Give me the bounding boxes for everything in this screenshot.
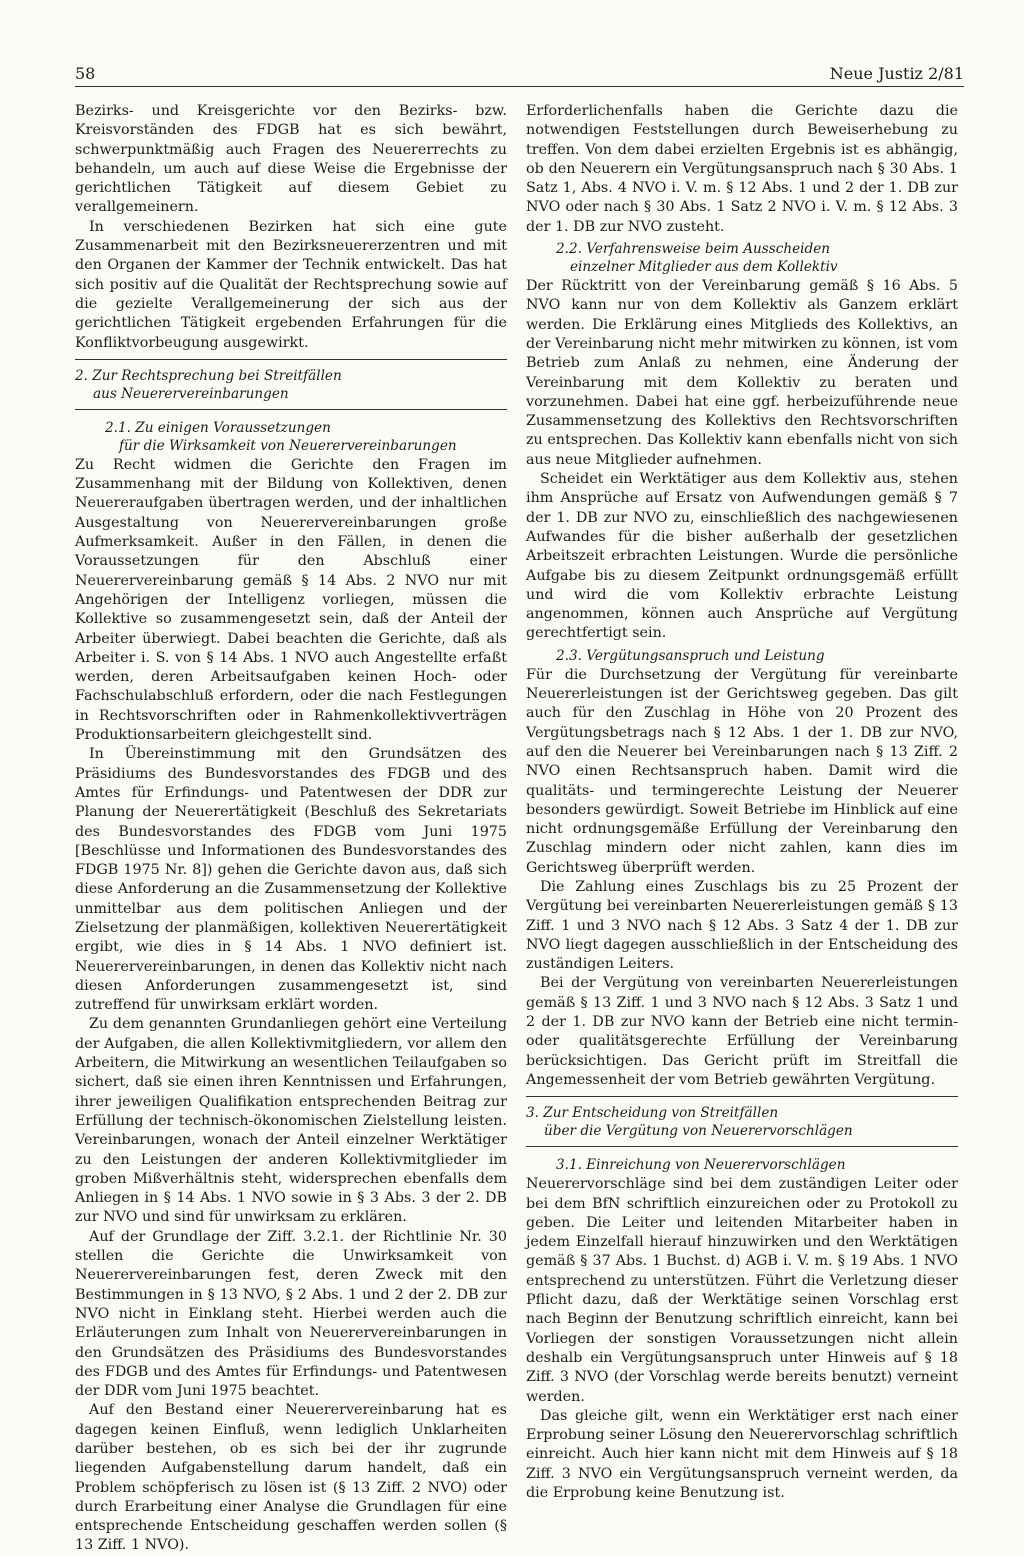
section-heading-line: 3. Zur Entscheidung von Streitfällen <box>526 1105 779 1122</box>
paragraph: Auf der Grundlage der Ziff. 3.2.1. der Richtlinie Nr. 30 stellen die Gerichte die Unwirksamkeit von Neuerervereinbarungen fest, deren Zweck mit den Bestimmungen in § 13 NVO, § 2 Abs. 1 und 2 der 2. DB zur NVO nicht in Einklang steht. Hierbei werden auch die Erläuterungen zum Inhalt von Neuerervereinbarungen in den Grundsätzen des Präsidiums des Bundesvorstandes des FDGB und des Amtes für Erfindungs- und Patentwesen der DDR vom Juni 1975 beachtet. <box>75 1228 507 1400</box>
section-heading-line: aus Neuerervereinbarungen <box>93 385 289 402</box>
header-rule <box>75 86 964 87</box>
section-heading-line: 2. Zur Rechtsprechung bei Streitfällen <box>75 367 342 384</box>
paragraph: Die Zahlung eines Zuschlags bis zu 25 Prozent der Vergütung bei vereinbarten Neuererleistungen gemäß § 13 Ziff. 1 und 3 NVO nach § 12 Abs. 3 Satz 4 der 1. DB zur NVO liegt dagegen ausschließlich in der Entscheidung des zuständigen Leiters. <box>526 878 958 973</box>
paragraph: Erforderlichenfalls haben die Gerichte dazu die notwendigen Feststellungen durch Beweiserhebung zu treffen. Von dem dabei erzielten Ergebnis ist es abhängig, ob den Neuerern ein Vergütungsanspruch nach § 30 Abs. 1 Satz 1, Abs. 4 NVO i. V. m. § 12 Abs. 1 und 2 der 1. DB zur NVO oder nach § 30 Abs. 1 Satz 2 NVO i. V. m. § 12 Abs. 3 der 1. DB zur NVO zusteht. <box>526 103 958 235</box>
paragraph: Für die Durchsetzung der Vergütung für vereinbarte Neuererleistungen ist der Gerichtsweg gegeben. Das gilt auch für den Zuschlag in Höhe von 20 Prozent des Vergütungsbetrags nach § 12 Abs. 1 der 1. DB zur NVO, auf den die Neuerer bei Vereinbarungen nach § 13 Ziff. 2 NVO einen Rechtsanspruch haben. Damit wird die qualitäts- und termingerechte Leistung der Neuerer besonders gewürdigt. Soweit Betriebe im Hinblick auf eine nicht ordnungsgemäße Erfüllung der Vereinbarung den Zuschlag mindern oder nicht zahlen, kann dies im Gerichtsweg überprüft werden. <box>526 666 958 876</box>
page-number: 58 <box>75 64 96 83</box>
page-header <box>75 60 964 84</box>
paragraph: Bezirks- und Kreisgerichte vor den Bezirks- bzw. Kreisvorständen des FDGB hat es sich bewährt, schwerpunktmäßig auch Fragen des Neuererrechts zu behandeln, um auch auf diese Weise die Ergebnisse der gerichtlichen Tätigkeit auf diesem Gebiet zu verallgemeinern. <box>75 103 507 216</box>
subsection-heading-line: für die Wirksamkeit von Neuerervereinbarungen <box>119 437 457 454</box>
paragraph: In verschiedenen Bezirken hat sich eine gute Zusammenarbeit mit den Bezirksneuererzentren und mit den Organen der Kammer der Technik entwickelt. Das hat sich positiv auf die Qualität der Rechtsprechung sowie auf die gezielte Verallgemeinerung der sich aus der gerichtlichen Tätigkeit ergebenden Erfahrungen für die Konfliktvorbeugung ausgewirkt. <box>75 218 507 351</box>
right-column <box>526 102 958 1503</box>
paragraph: In Übereinstimmung mit den Grundsätzen des Präsidiums des Bundesvorstandes des FDGB und des Amtes für Erfindungs- und Patentwesen der DDR zur Planung der Neuerertätigkeit (Beschluß des Sekretariats des Bundesvorstandes des FDGB vom Juni 1975 [Beschlüsse und Informationen des Bundesvorstandes des FDGB 1975 Nr. 8]) gehen die Gerichte davon aus, daß sich diese Anforderung an die Zusammensetzung der Kollektive unmittelbar aus dem politischen Anliegen und der Zielsetzung der planmäßigen, kollektiven Neuerertätigkeit ergibt, wie dies in § 14 Abs. 1 NVO definiert ist. Neuerervereinbarungen, in denen das Kollektiv nicht nach diesen Anforderungen zusammengesetzt ist, sind zutreffend für unwirksam erklärt worden. <box>75 746 507 1014</box>
paragraph: Neuerervorschläge sind bei dem zuständigen Leiter oder bei dem BfN schriftlich einzureichen oder zu Protokoll zu geben. Die Leiter und leitenden Mitarbeiter haben in jedem Einzelfall hierauf hinzuwirken und den Werktätigen gemäß § 37 Abs. 1 Buchst. d) AGB i. V. m. § 19 Abs. 1 NVO entsprechend zu unterstützen. Führt die Verletzung dieser Pflicht dazu, daß der Werktätige seinen Vorschlag erst nach Beginn der Benutzung schriftlich einreicht, kann bei Vorliegen der sonstigen Voraussetzungen nicht allein deshalb ein Vergütungsanspruch unter Hinweis auf § 18 Ziff. 3 NVO (der Vorschlag werde bereits benutzt) verneint werden. <box>526 1176 958 1405</box>
paragraph: Zu dem genannten Grundanliegen gehört eine Verteilung der Aufgaben, die allen Kollektivmitgliedern, vor allem den Arbeitern, die Mitwirkung an wesentlichen Teilaufgaben so sichert, daß sie einen ihren Kenntnissen und Erfahrungen, ihrer jeweiligen Qualifikation entsprechenden Beitrag zur Erfüllung der technisch-ökonomischen Zielstellung leisten. Vereinbarungen, wonach der Anteil einzelner Werktätiger zu den Leistungen der anderen Kollektivmitglieder im groben Mißverhältnis steht, widersprechen ebenfalls dem Anliegen in § 14 Abs. 1 NVO sowie in § 3 Abs. 3 der 2. DB zur NVO und sind für unwirksam zu erklären. <box>75 1016 507 1226</box>
section-heading-3 <box>526 1096 958 1147</box>
subsection-heading-line: einzelner Mitglieder aus dem Kollektiv <box>570 259 838 276</box>
subsection-heading-3-1 <box>526 1156 958 1174</box>
paragraph: Auf den Bestand einer Neuerervereinbarung hat es dagegen keinen Einfluß, wenn lediglich Unklarheiten darüber bestehen, ob es sich bei der ihr zugrunde liegenden Aufgabenstellung darum handelt, daß ein Problem schöpferisch zu lösen ist (§ 13 Ziff. 2 NVO) oder durch Erarbeitung einer Analyse die Grundlagen für eine entsprechende Entscheidung geschaffen werden sollen (§ 13 Ziff. 1 NVO). <box>75 1402 507 1554</box>
subsection-heading-2-1 <box>75 419 507 455</box>
section-heading-2 <box>75 359 507 410</box>
subsection-heading-2-3 <box>526 647 958 665</box>
subsection-heading-line: 2.2. Verfahrensweise beim Ausscheiden <box>556 241 830 258</box>
subsection-heading-line: 2.3. Vergütungsanspruch und Leistung <box>556 647 825 664</box>
paragraph: Das gleiche gilt, wenn ein Werktätiger erst nach einer Erprobung seiner Lösung den Neuerervorschlag schriftlich einreicht. Auch hier kann nicht mit dem Hinweis auf § 18 Ziff. 3 NVO ein Vergütungsanspruch verneint werden, da die Erprobung keine Benutzung ist. <box>526 1407 958 1501</box>
journal-title: Neue Justiz 2/81 <box>829 64 964 83</box>
section-heading-line: über die Vergütung von Neuerervorschlägen <box>544 1123 853 1140</box>
subsection-heading-2-2 <box>526 240 958 276</box>
paragraph: Scheidet ein Werktätiger aus dem Kollektiv aus, stehen ihm Ansprüche auf Ersatz von Aufwendungen gemäß § 7 der 1. DB zur NVO zu, einschließlich des nachgewiesenen Aufwandes für die bisher außerhalb der gesetzlichen Arbeitszeit erbrachten Leistungen. Wurde die persönliche Aufgabe bis zu diesem Zeitpunkt ordnungsgemäß erfüllt und wird die vom Kollektiv erbrachte Leistung angenommen, können auch Ansprüche auf Vergütung gerechtfertigt sein. <box>526 471 958 642</box>
paragraph: Der Rücktritt von der Vereinbarung gemäß § 16 Abs. 5 NVO kann nur von dem Kollektiv als Ganzem erklärt werden. Die Erklärung eines Mitglieds des Kollektivs, an der Vereinbarung nicht mehr mitwirken zu können, ist vom Betrieb zum Anlaß zu nehmen, eine Änderung der Vereinbarung mit dem Kollektiv zu beraten und vorzunehmen. Dabei hat eine ggf. herbeizuführende neue Zusammensetzung des Kollektivs den Rechtsvorschriften zu entsprechen. Das Kollektiv kann ebenfalls nicht von sich aus neue Mitglieder aufnehmen. <box>526 278 958 468</box>
subsection-heading-line: 2.1. Zu einigen Voraussetzungen <box>105 419 331 436</box>
paragraph: Bei der Vergütung von vereinbarten Neuererleistungen gemäß § 13 Ziff. 1 und 3 NVO nach § 12 Abs. 3 Satz 1 und 2 der 1. DB zur NVO kann der Betrieb eine nicht termin- oder qualitätsgerechte Erfüllung der Vereinbarung berücksichtigen. Das Gericht prüft im Streitfall die Angemessenheit der vom Betrieb gewährten Vergütung. <box>526 975 958 1088</box>
paragraph: Zu Recht widmen die Gerichte den Fragen im Zusammenhang mit der Bildung von Kollektiven, denen Neuereraufgaben übertragen werden, und der inhaltlichen Ausgestaltung von Neuerervereinbarungen große Aufmerksamkeit. Außer in den Fällen, in denen die Voraussetzungen für den Abschluß einer Neuerervereinbarung gemäß § 14 Abs. 2 NVO nur mit Angehörigen der Intelligenz vorliegen, müssen die Kollektive so zusammengesetzt sein, daß der Anteil der Arbeiter überwiegt. Dabei beachten die Gerichte, daß als Arbeiter i. S. von § 14 Abs. 1 NVO auch Angestellte erfaßt werden, deren Arbeitsaufgaben keinen Hoch- oder Fachschulabschluß erfordern, oder die nach Festlegungen in Rechtsvorschriften oder in Rahmenkollektivverträgen Produktionsarbeitern gleichgestellt sind. <box>75 456 507 744</box>
subsection-heading-line: 3.1. Einreichung von Neuerervorschlägen <box>556 1157 846 1174</box>
left-column <box>75 102 507 1556</box>
